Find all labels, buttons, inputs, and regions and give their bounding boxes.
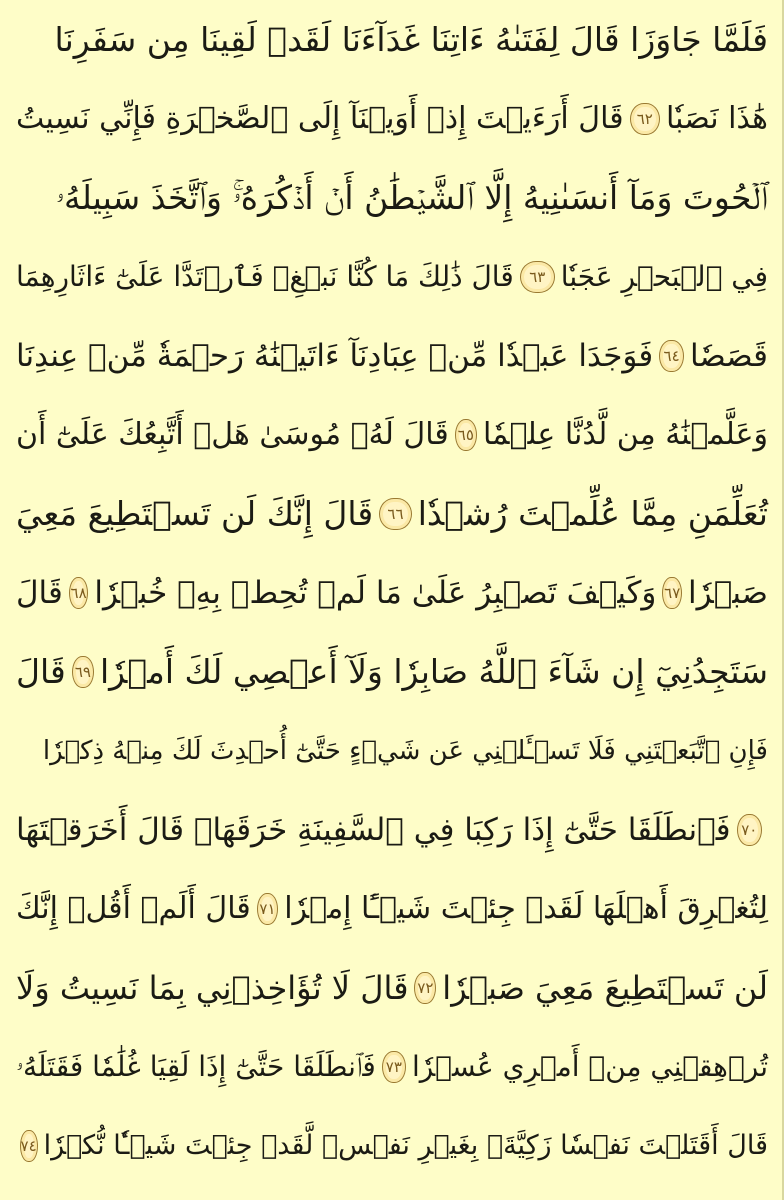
verse-line <box>16 1037 768 1097</box>
verse-text: ٱلۡحُوتَ وَمَآ أَنسَىٰنِيهُ إِلَّا ٱلشَّيۡطَٰنُ أَنۡ أَذۡكُرَهُۥۚ وَٱتَّخَذَ سَبِيلَهُۥ <box>55 178 768 217</box>
verse-text: قَالَ <box>16 652 66 691</box>
verse-line <box>16 484 768 544</box>
verse-text: قَالَ إِنَّكَ لَن تَسۡتَطِيعَ مَعِيَ <box>16 494 374 533</box>
verse-line <box>16 958 768 1018</box>
ayah-number-marker: ٦٧ <box>662 577 682 609</box>
verse-line <box>16 168 768 228</box>
verse-text: فَإِنِ ٱتَّبَعۡتَنِي فَلَا تَسۡـَٔلۡنِي عَن شَيۡءٍ حَتَّىٰٓ أُحۡدِثَ لَكَ مِنۡهُ ذِكۡرٗا <box>42 736 768 766</box>
verse-line <box>16 721 768 781</box>
verse-text: فَلَمَّا جَاوَزَا قَالَ لِفَتَىٰهُ ءَاتِنَا غَدَآءَنَا لَقَدۡ لَقِينَا مِن سَفَرِنَا <box>54 20 768 59</box>
ayah-number-marker: ٦٩ <box>72 656 94 688</box>
ayah-number-marker: ٦٦ <box>379 498 412 530</box>
verse-line <box>16 563 768 623</box>
ayah-number-marker: ٧٤ <box>20 1130 38 1162</box>
verse-text: فَٱنطَلَقَا حَتَّىٰٓ إِذَا لَقِيَا غُلَٰمٗا فَقَتَلَهُۥ <box>16 1050 376 1083</box>
ayah-number-marker: ٧٠ <box>737 814 762 846</box>
verse-text: قَالَ أَقَتَلۡتَ نَفۡسٗا زَكِيَّةَۢ بِغَيۡرِ نَفۡسٖ لَّقَدۡ جِئۡتَ شَيۡـٔٗا نُّكۡرٗا <box>43 1130 768 1161</box>
verse-text: قَالَ أَلَمۡ أَقُلۡ إِنَّكَ <box>16 891 251 926</box>
verse-text: هَٰذَا نَصَبٗا <box>666 101 768 136</box>
verse-text: لِتُغۡرِقَ أَهۡلَهَا لَقَدۡ جِئۡتَ شَيۡـًٔا إِمۡرٗا <box>284 891 768 926</box>
verse-text: صَبۡرٗا <box>688 575 768 611</box>
ayah-number-marker: ٧٢ <box>414 972 436 1004</box>
verse-text: سَتَجِدُنِيٓ إِن شَآءَ ٱللَّهُ صَابِرٗا وَلَآ أَعۡصِي لَكَ أَمۡرٗا <box>99 652 768 691</box>
verse-text: قَصَصٗا <box>689 338 768 374</box>
verse-text: قَالَ ذَٰلِكَ مَا كُنَّا نَبۡغِۚ فَٱرۡتَدَّا عَلَىٰٓ ءَاثَارِهِمَا <box>16 260 514 293</box>
ayah-number-marker: ٦٤ <box>659 340 684 372</box>
verse-line <box>16 10 768 70</box>
verse-text: وَكَيۡفَ تَصۡبِرُ عَلَىٰ مَا لَمۡ تُحِطۡ بِهِۦ خُبۡرٗا <box>94 575 657 611</box>
verse-text: فَٱنطَلَقَا حَتَّىٰٓ إِذَا رَكِبَا فِي ٱلسَّفِينَةِ خَرَقَهَاۖ قَالَ أَخَرَقۡتَهَا <box>16 812 731 848</box>
verse-text: قَالَ لَا تُؤَاخِذۡنِي بِمَا نَسِيتُ وَلَا <box>16 969 409 1007</box>
verse-line <box>16 326 768 386</box>
ayah-number-marker: ٦٥ <box>455 419 477 451</box>
verse-text: تُعَلِّمَنِ مِمَّا عُلِّمۡتَ رُشۡدٗا <box>417 494 768 533</box>
ayah-number-marker: ٧٣ <box>382 1051 406 1083</box>
verse-line <box>16 879 768 939</box>
verse-line <box>16 89 768 149</box>
verse-line <box>16 642 768 702</box>
verse-text: قَالَ أَرَءَيۡتَ إِذۡ أَوَيۡنَآ إِلَى ٱلصَّخۡرَةِ فَإِنِّي نَسِيتُ <box>16 101 624 136</box>
verse-line <box>16 1116 768 1176</box>
ayah-number-marker: ٦٨ <box>69 577 89 609</box>
verse-text: وَعَلَّمۡنَٰهُ مِن لَّدُنَّا عِلۡمٗا <box>482 417 768 452</box>
ayah-number-marker: ٦٢ <box>630 103 660 135</box>
verse-text: تُرۡهِقۡنِي مِنۡ أَمۡرِي عُسۡرٗا <box>411 1050 768 1083</box>
verse-text: قَالَ <box>16 575 63 611</box>
verse-line <box>16 247 768 307</box>
verse-line <box>16 405 768 465</box>
verse-text: لَن تَسۡتَطِيعَ مَعِيَ صَبۡرٗا <box>442 969 768 1007</box>
verse-text: فَوَجَدَا عَبۡدٗا مِّنۡ عِبَادِنَآ ءَاتَيۡنَٰهُ رَحۡمَةٗ مِّنۡ عِندِنَا <box>16 338 654 374</box>
verse-text: قَالَ لَهُۥ مُوسَىٰ هَلۡ أَتَّبِعُكَ عَلَىٰٓ أَن <box>16 417 449 452</box>
verse-line <box>16 800 768 860</box>
verse-text: فِي ٱلۡبَحۡرِ عَجَبٗا <box>560 260 768 293</box>
ayah-number-marker: ٦٣ <box>520 261 555 293</box>
ayah-number-marker: ٧١ <box>257 893 279 925</box>
